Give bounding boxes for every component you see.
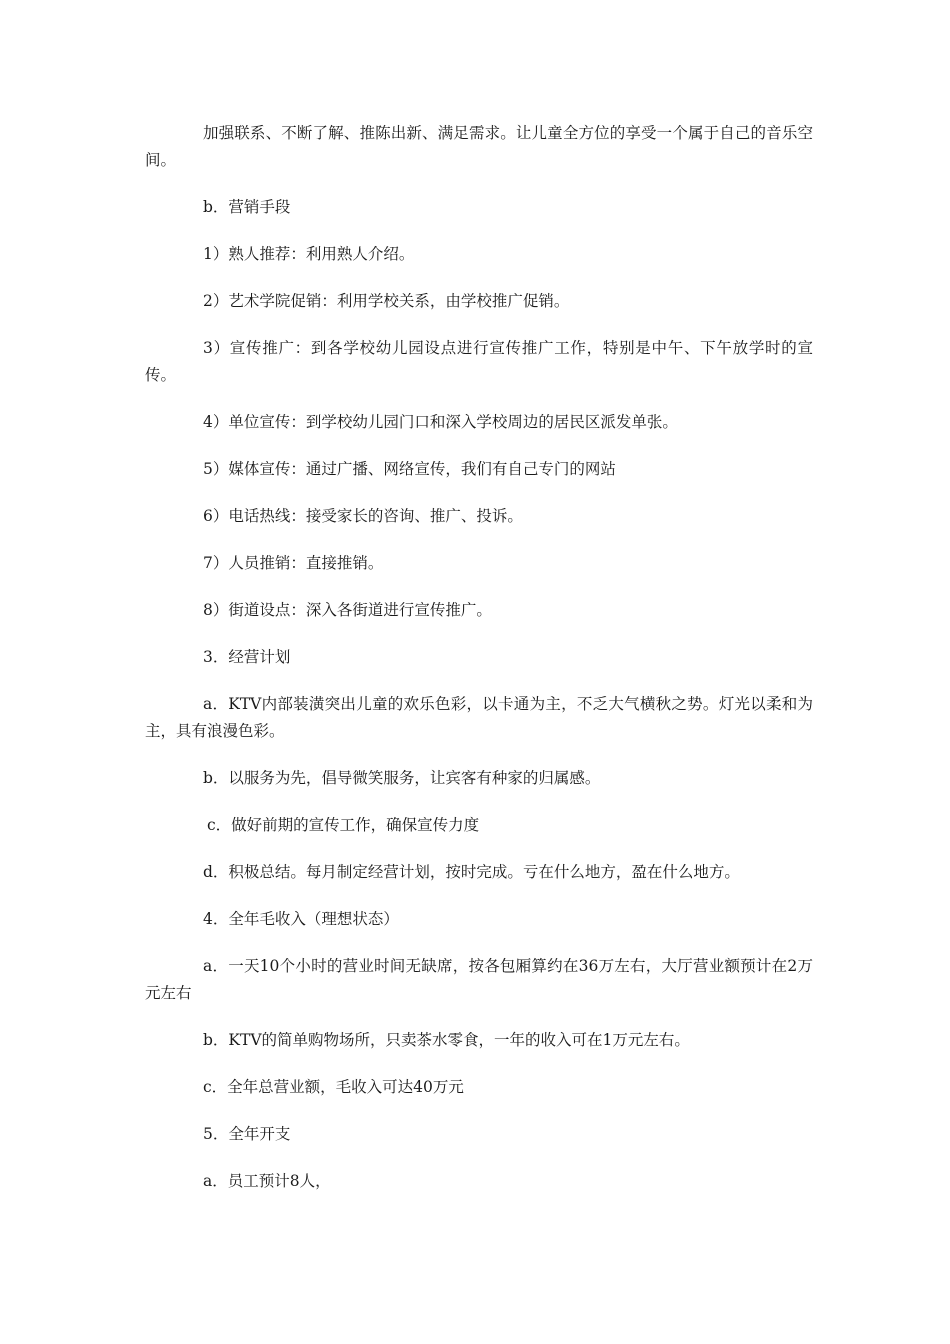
paragraph: 1）熟人推荐：利用熟人介绍。 — [203, 245, 415, 263]
paragraph: 4）单位宣传：到学校幼儿园门口和深入学校周边的居民区派发单张。 — [203, 413, 678, 431]
paragraph: c．全年总营业额，毛收入可达40万元 — [203, 1078, 464, 1096]
paragraph: d．积极总结。每月制定经营计划，按时完成。亏在什么地方，盈在什么地方。 — [203, 863, 740, 881]
paragraph: b．KTV的简单购物场所，只卖茶水零食，一年的收入可在1万元左右。 — [203, 1031, 690, 1049]
paragraph: 2）艺术学院促销：利用学校关系，由学校推广促销。 — [203, 292, 570, 310]
paragraph: 7）人员推销：直接推销。 — [203, 554, 384, 572]
section-heading: 5．全年开支 — [203, 1125, 291, 1143]
paragraph: b．营销手段 — [203, 198, 291, 216]
paragraph: a．员工预计8人， — [203, 1172, 331, 1190]
paragraph: a．KTV内部装潢突出儿童的欢乐色彩，以卡通为主，不乏大气横秋之势。灯光以柔和为主，具有浪漫色彩。 — [145, 695, 813, 740]
paragraph: 5）媒体宣传：通过广播、网络宣传，我们有自己专门的网站 — [203, 460, 616, 478]
paragraph: 3）宣传推广：到各学校幼儿园设点进行宣传推广工作，特别是中午、下午放学时的宣传。 — [145, 339, 813, 384]
paragraph: 加强联系、不断了解、推陈出新、满足需求。让儿童全方位的享受一个属于自己的音乐空间。 — [145, 124, 813, 169]
section-heading: 4．全年毛收入（理想状态） — [203, 910, 399, 928]
section-heading: 3．经营计划 — [203, 648, 291, 666]
paragraph: b．以服务为先，倡导微笑服务，让宾客有种家的归属感。 — [203, 769, 601, 787]
document-body — [145, 120, 813, 1215]
paragraph: 8）街道设点：深入各街道进行宣传推广。 — [203, 601, 492, 619]
paragraph: a．一天10个小时的营业时间无缺席，按各包厢算约在36万左右，大厅营业额预计在2万元左右 — [145, 957, 813, 1002]
paragraph: 6）电话热线：接受家长的咨询、推广、投诉。 — [203, 507, 523, 525]
paragraph: c．做好前期的宣传工作，确保宣传力度 — [207, 816, 480, 834]
